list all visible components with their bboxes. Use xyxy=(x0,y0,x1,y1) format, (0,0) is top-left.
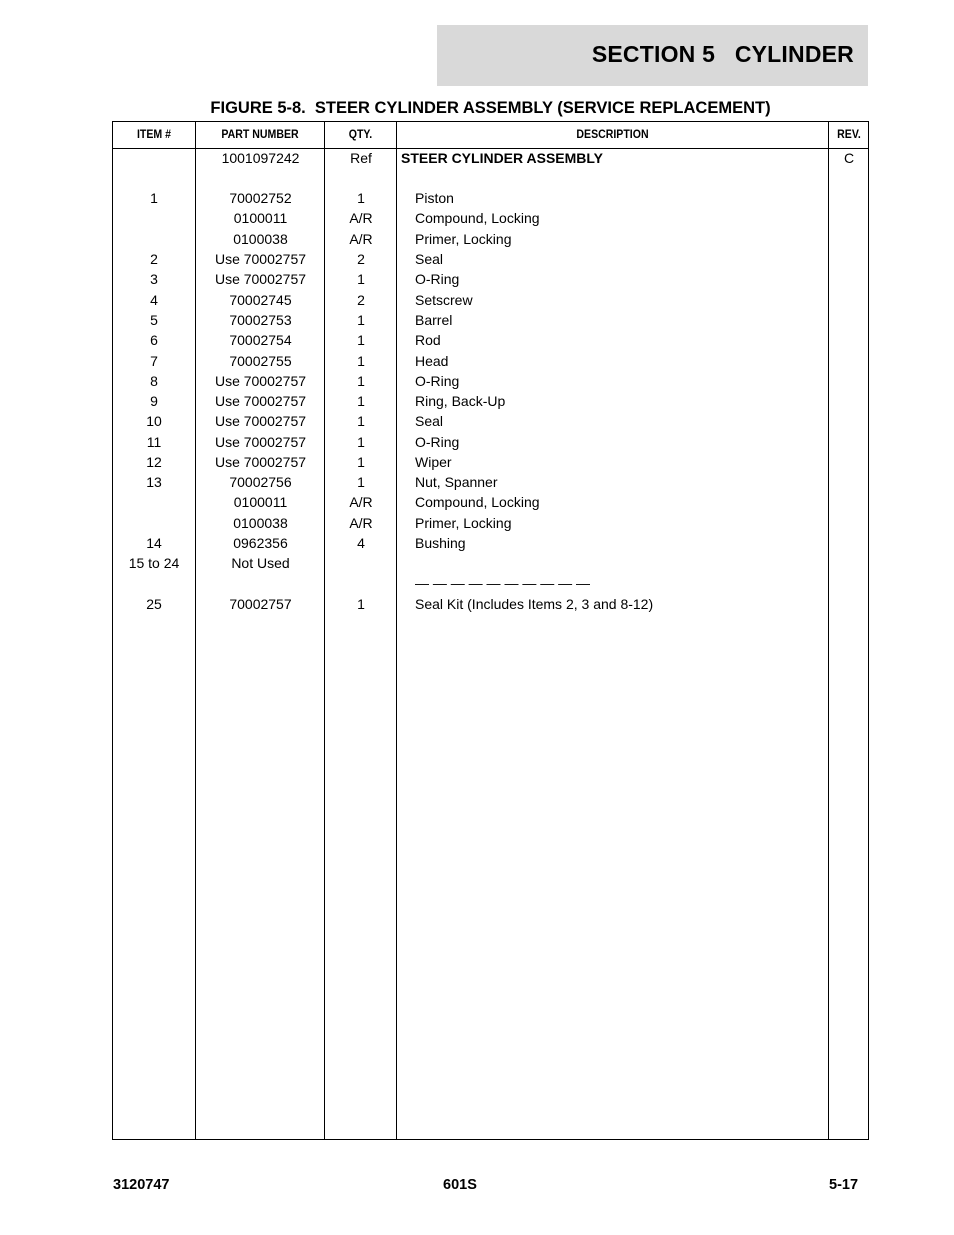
qty-cell: 2 xyxy=(357,251,365,267)
table-row xyxy=(113,434,868,454)
description-cell: Piston xyxy=(415,190,454,206)
description-cell: Primer, Locking xyxy=(415,231,512,247)
header-rev: REV. xyxy=(837,127,861,141)
part-number-cell: 70002755 xyxy=(229,353,292,369)
qty-cell: A/R xyxy=(349,231,373,247)
item-cell: 14 xyxy=(146,535,162,551)
part-number-cell: 70002757 xyxy=(229,596,292,612)
part-number-cell: 0100038 xyxy=(233,515,288,531)
table-row xyxy=(113,373,868,393)
qty-cell: 1 xyxy=(357,596,365,612)
qty-cell: 1 xyxy=(357,271,365,287)
description-cell: Nut, Spanner xyxy=(415,474,498,490)
part-number-cell: Use 70002757 xyxy=(214,434,307,450)
description-cell: Bushing xyxy=(415,535,466,551)
qty-cell: 2 xyxy=(357,292,365,308)
qty-cell: 1 xyxy=(357,373,365,389)
header-qty: QTY. xyxy=(348,127,373,141)
table-row xyxy=(113,353,868,373)
qty-cell: A/R xyxy=(349,494,373,510)
footer-page-number: 5-17 xyxy=(829,1177,859,1193)
item-cell: 10 xyxy=(146,413,162,429)
table-row xyxy=(113,494,868,514)
table-row xyxy=(113,190,868,210)
description-cell: O-Ring xyxy=(415,434,460,450)
description-cell: Head xyxy=(415,353,449,369)
table-row xyxy=(113,150,868,170)
description-cell: Wiper xyxy=(415,454,452,470)
part-number-cell: Use 70002757 xyxy=(214,251,307,267)
part-number-cell: Use 70002757 xyxy=(214,393,307,409)
description-cell: STEER CYLINDER ASSEMBLY xyxy=(401,150,603,166)
item-cell: 7 xyxy=(150,353,158,369)
item-cell: 13 xyxy=(146,474,162,490)
qty-cell: 1 xyxy=(357,434,365,450)
item-cell: 15 to 24 xyxy=(128,555,180,571)
table-row xyxy=(113,413,868,433)
rev-cell: C xyxy=(843,150,855,166)
dash-separator: — — — — — — — — — — xyxy=(415,575,591,591)
header-item: ITEM # xyxy=(136,127,172,141)
parts-table xyxy=(112,121,869,1140)
table-row xyxy=(113,515,868,535)
qty-cell: A/R xyxy=(349,515,373,531)
header-part-number: PART NUMBER xyxy=(221,127,299,141)
description-cell: O-Ring xyxy=(415,271,460,287)
description-cell: Ring, Back-Up xyxy=(415,393,506,409)
table-row xyxy=(113,555,868,575)
table-row xyxy=(113,292,868,312)
table-row xyxy=(113,231,868,251)
description-cell: Primer, Locking xyxy=(415,515,512,531)
part-number-cell: Use 70002757 xyxy=(214,271,307,287)
description-cell: Seal Kit (Includes Items 2, 3 and 8-12) xyxy=(415,596,654,612)
item-cell: 5 xyxy=(150,312,158,328)
description-cell: Seal xyxy=(415,251,444,267)
description-cell: Barrel xyxy=(415,312,453,328)
table-row xyxy=(113,271,868,291)
qty-cell: 1 xyxy=(357,413,365,429)
qty-cell: 4 xyxy=(357,535,365,551)
part-number-cell: Use 70002757 xyxy=(214,413,307,429)
qty-cell: 1 xyxy=(357,332,365,348)
part-number-cell: 70002745 xyxy=(229,292,292,308)
part-number-cell: 70002754 xyxy=(229,332,292,348)
description-cell: Setscrew xyxy=(415,292,473,308)
section-header xyxy=(437,25,868,86)
description-cell: Seal xyxy=(415,413,444,429)
item-cell: 8 xyxy=(150,373,158,389)
section-title: SECTION 5 CYLINDER xyxy=(591,41,854,67)
item-cell: 12 xyxy=(146,454,162,470)
qty-cell: 1 xyxy=(357,474,365,490)
part-number-cell: 70002756 xyxy=(229,474,292,490)
qty-cell: 1 xyxy=(357,312,365,328)
table-row xyxy=(113,332,868,352)
part-number-cell: 70002752 xyxy=(229,190,292,206)
footer-model: 601S xyxy=(443,1177,477,1193)
part-number-cell: 1001097242 xyxy=(221,150,300,166)
part-number-cell: 70002753 xyxy=(229,312,292,328)
qty-cell: Ref xyxy=(350,150,372,166)
table-row xyxy=(113,596,868,616)
qty-cell: 1 xyxy=(357,353,365,369)
qty-cell: 1 xyxy=(357,454,365,470)
table-row xyxy=(113,474,868,494)
part-number-cell: 0100011 xyxy=(233,494,288,510)
header-divider xyxy=(113,148,868,149)
item-cell: 6 xyxy=(150,332,158,348)
qty-cell: 1 xyxy=(357,393,365,409)
table-row xyxy=(113,535,868,555)
part-number-cell: Not Used xyxy=(231,555,290,571)
part-number-cell: Use 70002757 xyxy=(214,454,307,470)
qty-cell: 1 xyxy=(357,190,365,206)
description-cell: O-Ring xyxy=(415,373,460,389)
qty-cell: A/R xyxy=(349,210,373,226)
description-cell: Compound, Locking xyxy=(415,494,540,510)
figure-title: FIGURE 5-8. STEER CYLINDER ASSEMBLY (SERVICE REPLACEMENT) xyxy=(210,99,771,117)
part-number-cell: Use 70002757 xyxy=(214,373,307,389)
footer-doc-number: 3120747 xyxy=(113,1177,170,1193)
item-cell: 2 xyxy=(150,251,158,267)
table-row xyxy=(113,454,868,474)
table-row xyxy=(113,312,868,332)
item-cell: 1 xyxy=(150,190,158,206)
item-cell: 4 xyxy=(150,292,158,308)
part-number-cell: 0962356 xyxy=(233,535,288,551)
table-row xyxy=(113,251,868,271)
part-number-cell: 0100011 xyxy=(233,210,288,226)
item-cell: 11 xyxy=(146,434,162,450)
table-row xyxy=(113,575,868,595)
header-description: DESCRIPTION xyxy=(576,127,649,141)
item-cell: 3 xyxy=(150,271,158,287)
description-cell: Rod xyxy=(415,332,441,348)
item-cell: 9 xyxy=(150,393,158,409)
description-cell: Compound, Locking xyxy=(415,210,540,226)
part-number-cell: 0100038 xyxy=(233,231,288,247)
table-row xyxy=(113,393,868,413)
table-row xyxy=(113,210,868,230)
item-cell: 25 xyxy=(146,596,162,612)
